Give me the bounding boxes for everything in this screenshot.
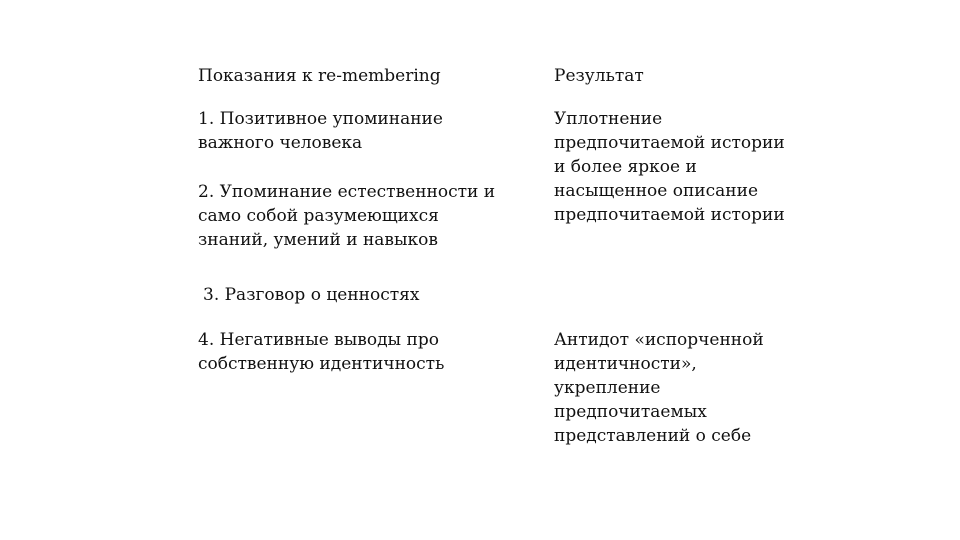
result-item-1: Уплотнение предпочитаемой истории и более яркое и насыщенное описание предпочитаемой истории (554, 109, 785, 225)
indication-item-4: 4. Негативные выводы про собственную идентичность (198, 330, 445, 374)
column-header-result: Результат (554, 66, 644, 86)
indication-item-3: 3. Разговор о ценностях (203, 285, 420, 305)
indication-item-1: 1. Позитивное упоминание важного человека (198, 109, 443, 153)
result-item-2: Антидот «испорченной идентичности», укрепление предпочитаемых представлений о себе (554, 330, 764, 446)
column-header-indications: Показания к re-membering (198, 66, 441, 86)
indication-item-2: 2. Упоминание естественности и само собой разумеющихся знаний, умений и навыков (198, 182, 496, 250)
